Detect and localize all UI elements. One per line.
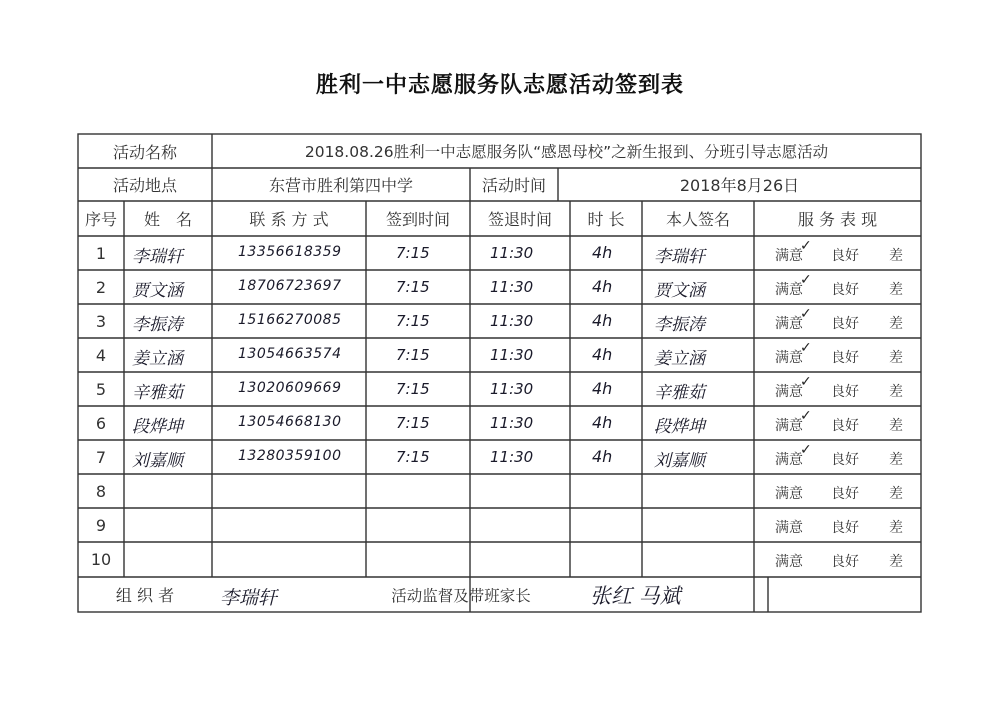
header-signin-time: 签到时间 bbox=[385, 210, 450, 229]
row-signout-time: 11:30 bbox=[490, 346, 534, 364]
row-signin-time: 7:15 bbox=[396, 380, 430, 398]
row-signout-time: 11:30 bbox=[490, 244, 534, 262]
supervisor-label: 活动监督及带班家长 bbox=[391, 586, 531, 605]
row-name: 贾文涵 bbox=[132, 281, 183, 301]
check-mark-icon: ✓ bbox=[800, 238, 812, 254]
row-signature: 李瑞轩 bbox=[654, 247, 705, 267]
header-signout-time: 签退时间 bbox=[487, 210, 552, 229]
organizer-signature: 李瑞轩 bbox=[220, 587, 278, 609]
rating-option-satisfied: 满意 bbox=[775, 384, 803, 400]
row-name: 段烨坤 bbox=[132, 417, 183, 437]
row-signature: 姜立涵 bbox=[654, 349, 705, 369]
rating-option-good: 良好 bbox=[831, 486, 859, 502]
row-signin-time: 7:15 bbox=[396, 346, 430, 364]
rating-option-poor: 差 bbox=[889, 452, 903, 468]
row-name: 刘嘉顺 bbox=[132, 451, 183, 471]
rating-option-good: 良好 bbox=[831, 520, 859, 536]
row-signature: 贾文涵 bbox=[654, 281, 705, 301]
row-number: 10 bbox=[90, 549, 112, 569]
row-phone: 13054663574 bbox=[238, 346, 342, 362]
row-signout-time: 11:30 bbox=[490, 278, 534, 296]
row-duration: 4h bbox=[592, 413, 613, 432]
row-signin-time: 7:15 bbox=[396, 244, 430, 262]
rating-option-poor: 差 bbox=[889, 282, 903, 298]
check-mark-icon: ✓ bbox=[800, 306, 812, 322]
row-duration: 4h bbox=[592, 243, 613, 262]
row-number: 7 bbox=[95, 447, 107, 467]
rating-option-poor: 差 bbox=[889, 248, 903, 264]
rating-option-satisfied: 满意 bbox=[775, 282, 803, 298]
row-name: 姜立涵 bbox=[132, 349, 183, 369]
row-number: 2 bbox=[95, 277, 107, 297]
rating-option-good: 良好 bbox=[831, 316, 859, 332]
row-name: 李瑞轩 bbox=[132, 247, 183, 267]
rating-option-poor: 差 bbox=[889, 384, 903, 400]
row-number: 1 bbox=[95, 243, 107, 263]
activity-time-label: 活动时间 bbox=[481, 176, 546, 195]
organizer-label: 组 织 者 bbox=[115, 586, 175, 605]
row-signature: 李振涛 bbox=[654, 315, 705, 335]
row-signout-time: 11:30 bbox=[490, 414, 534, 432]
check-mark-icon: ✓ bbox=[800, 340, 812, 356]
row-signin-time: 7:15 bbox=[396, 278, 430, 296]
rating-option-satisfied: 满意 bbox=[775, 520, 803, 536]
header-signature: 本人签名 bbox=[665, 210, 730, 229]
check-mark-icon: ✓ bbox=[800, 272, 812, 288]
rating-option-poor: 差 bbox=[889, 520, 903, 536]
header-duration: 时 长 bbox=[587, 210, 625, 229]
row-duration: 4h bbox=[592, 311, 613, 330]
rating-option-poor: 差 bbox=[889, 486, 903, 502]
rating-option-poor: 差 bbox=[889, 350, 903, 366]
rating-option-satisfied: 满意 bbox=[775, 452, 803, 468]
rating-option-good: 良好 bbox=[831, 418, 859, 434]
rating-option-good: 良好 bbox=[831, 384, 859, 400]
row-signout-time: 11:30 bbox=[490, 448, 534, 466]
row-number: 5 bbox=[95, 379, 107, 399]
row-duration: 4h bbox=[592, 277, 613, 296]
rating-option-satisfied: 满意 bbox=[775, 248, 803, 264]
page-title: 胜利一中志愿服务队志愿活动签到表 bbox=[315, 73, 684, 98]
row-signature: 辛雅茹 bbox=[654, 383, 705, 403]
row-phone: 13054668130 bbox=[238, 414, 342, 430]
activity-time-value: 2018年8月26日 bbox=[679, 176, 800, 195]
activity-name-label: 活动名称 bbox=[112, 142, 177, 162]
row-phone: 13280359100 bbox=[238, 448, 342, 464]
row-duration: 4h bbox=[592, 447, 613, 466]
rating-option-satisfied: 满意 bbox=[775, 418, 803, 434]
row-number: 8 bbox=[95, 481, 107, 501]
row-phone: 13020609669 bbox=[238, 380, 342, 396]
rating-option-poor: 差 bbox=[889, 418, 903, 434]
row-signin-time: 7:15 bbox=[396, 312, 430, 330]
rating-option-good: 良好 bbox=[831, 554, 859, 570]
activity-place-value: 东营市胜利第四中学 bbox=[268, 176, 413, 195]
rating-option-satisfied: 满意 bbox=[775, 350, 803, 366]
header-performance: 服 务 表 现 bbox=[797, 210, 878, 229]
rating-option-satisfied: 满意 bbox=[775, 316, 803, 332]
row-number: 6 bbox=[95, 413, 107, 433]
rating-option-poor: 差 bbox=[889, 554, 903, 570]
rating-option-satisfied: 满意 bbox=[775, 554, 803, 570]
row-number: 4 bbox=[95, 345, 107, 365]
row-signin-time: 7:15 bbox=[396, 448, 430, 466]
header-no: 序号 bbox=[84, 210, 117, 229]
row-signature: 段烨坤 bbox=[654, 417, 705, 437]
row-phone: 15166270085 bbox=[238, 312, 342, 328]
rating-option-poor: 差 bbox=[889, 316, 903, 332]
activity-name-value: 2018.08.26胜利一中志愿服务队“感恩母校”之新生报到、分班引导志愿活动 bbox=[304, 143, 829, 161]
rating-option-good: 良好 bbox=[831, 452, 859, 468]
row-phone: 18706723697 bbox=[238, 278, 342, 294]
row-signout-time: 11:30 bbox=[490, 312, 534, 330]
signin-table bbox=[78, 134, 921, 614]
row-name: 李振涛 bbox=[132, 315, 183, 335]
header-phone: 联 系 方 式 bbox=[249, 210, 329, 229]
check-mark-icon: ✓ bbox=[800, 374, 812, 390]
row-duration: 4h bbox=[592, 379, 613, 398]
activity-place-label: 活动地点 bbox=[112, 176, 177, 195]
row-signout-time: 11:30 bbox=[490, 380, 534, 398]
rating-option-good: 良好 bbox=[831, 350, 859, 366]
rating-option-good: 良好 bbox=[831, 248, 859, 264]
row-duration: 4h bbox=[592, 345, 613, 364]
row-name: 辛雅茹 bbox=[132, 383, 183, 403]
header-name: 姓 名 bbox=[143, 210, 192, 229]
row-signin-time: 7:15 bbox=[396, 414, 430, 432]
rating-option-satisfied: 满意 bbox=[775, 486, 803, 502]
check-mark-icon: ✓ bbox=[800, 408, 812, 424]
supervisor-signature: 张红 马斌 bbox=[590, 584, 681, 608]
rating-option-good: 良好 bbox=[831, 282, 859, 298]
row-signature: 刘嘉顺 bbox=[654, 451, 705, 471]
row-number: 9 bbox=[95, 515, 107, 535]
check-mark-icon: ✓ bbox=[800, 442, 812, 458]
row-phone: 13356618359 bbox=[238, 244, 342, 260]
row-number: 3 bbox=[95, 311, 107, 331]
